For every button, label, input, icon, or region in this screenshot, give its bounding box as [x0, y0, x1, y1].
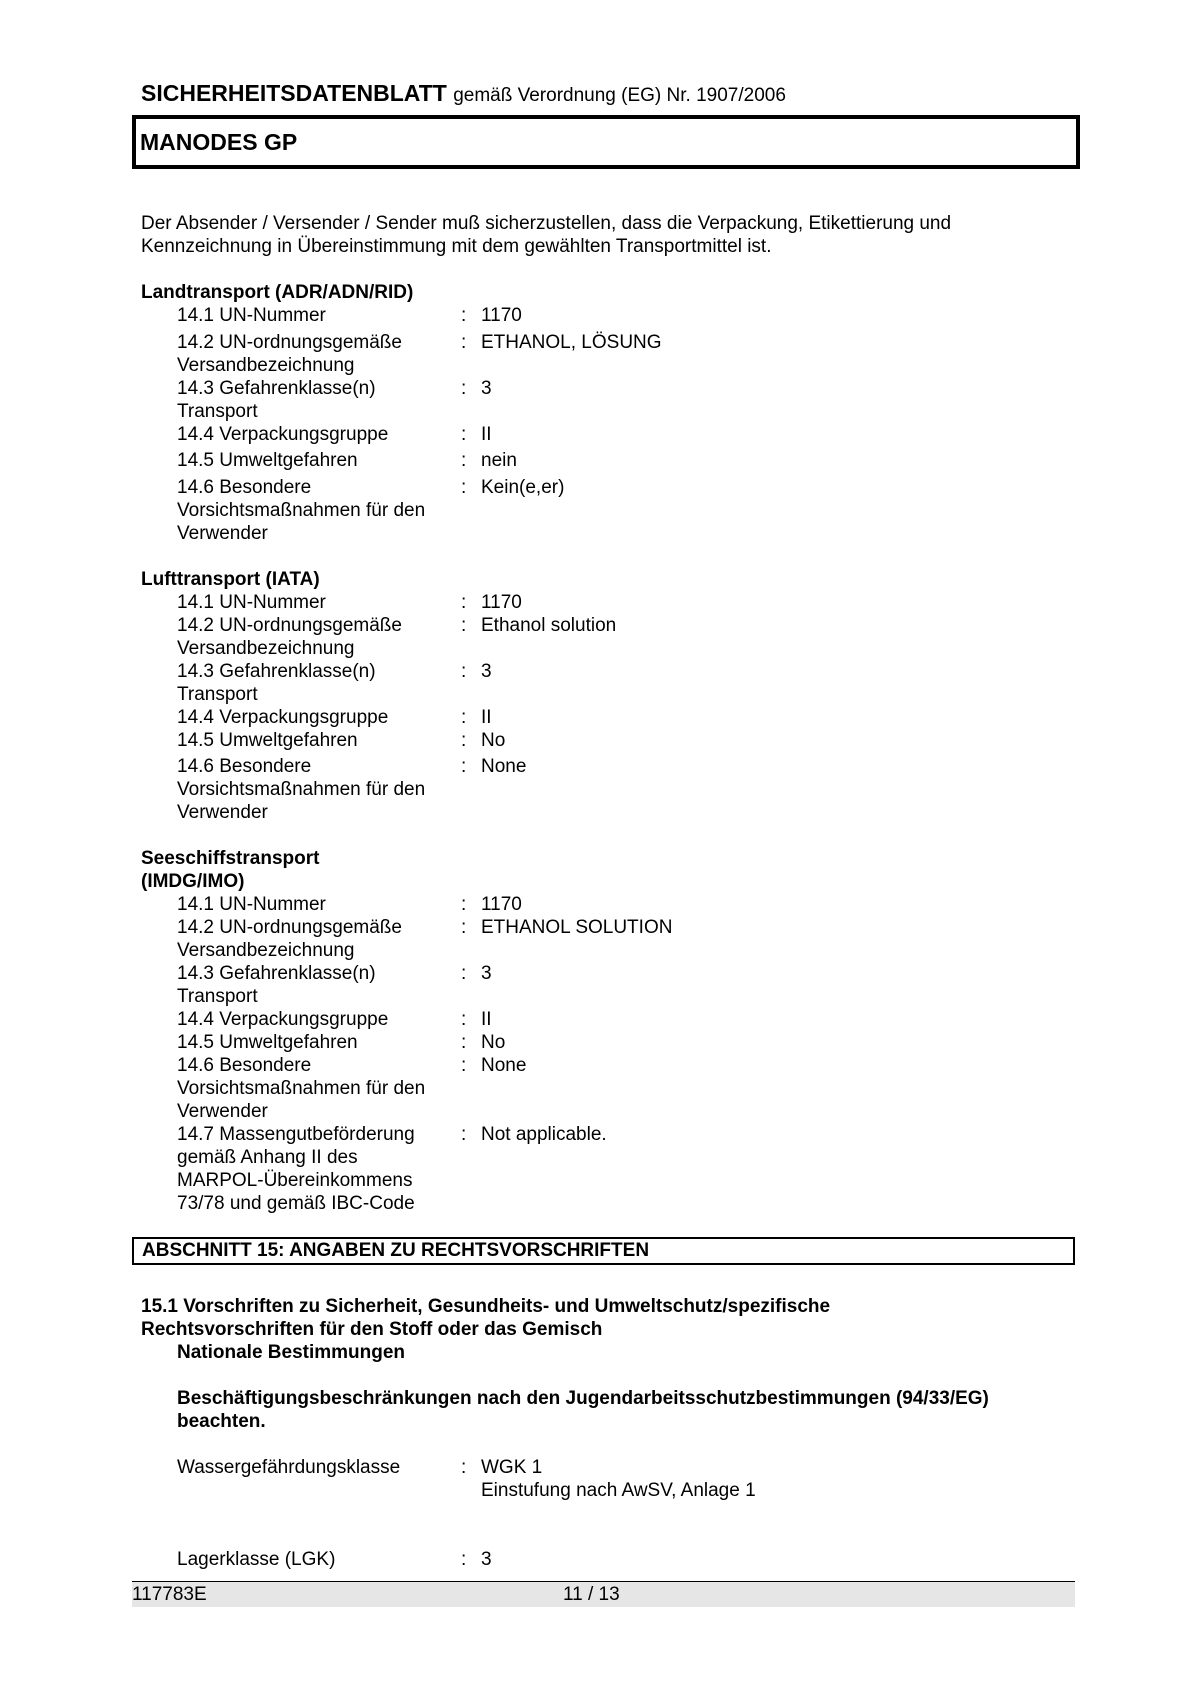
land-env-hazard-label: 14.5 Umweltgefahren — [177, 450, 358, 471]
sea-shipping-name-label: 14.2 UN-ordnungsgemäße — [177, 917, 402, 938]
page-footer — [132, 1582, 1075, 1607]
land-packing-group-label: 14.4 Verpackungsgruppe — [177, 424, 389, 445]
page-number: 11 / 13 — [563, 1584, 620, 1605]
document-code: 117783E — [132, 1584, 207, 1605]
separator-colon: : — [461, 730, 467, 751]
air-shipping-name-label: 14.2 UN-ordnungsgemäße — [177, 615, 402, 636]
separator-colon: : — [461, 592, 467, 613]
land-shipping-name-label: 14.2 UN-ordnungsgemäße — [177, 332, 402, 353]
land-un-number-value: 1170 — [481, 305, 522, 326]
air-precautions-label-cont: Verwender — [177, 802, 268, 823]
intro-line-2: Kennzeichnung in Übereinstimmung mit dem gewählten Transportmittel ist. — [141, 236, 772, 257]
separator-colon: : — [461, 378, 467, 399]
product-name: MANODES GP — [140, 129, 298, 155]
sea-packing-group-label: 14.4 Verpackungsgruppe — [177, 1009, 389, 1030]
air-un-number-label: 14.1 UN-Nummer — [177, 592, 326, 613]
sea-env-hazard-value: No — [481, 1032, 506, 1053]
separator-colon: : — [461, 1457, 467, 1478]
separator-colon: : — [461, 305, 467, 326]
sea-transport-heading-cont: (IMDG/IMO) — [141, 871, 245, 892]
sea-bulk-transport-label-cont: 73/78 und gemäß IBC-Code — [177, 1193, 415, 1214]
air-shipping-name-label-cont: Versandbezeichnung — [177, 638, 355, 659]
employment-restrictions-text: Beschäftigungsbeschränkungen nach den Jugendarbeitsschutzbestimmungen (94/33/EG) — [177, 1388, 989, 1409]
separator-colon: : — [461, 1032, 467, 1053]
sea-bulk-transport-label-cont: gemäß Anhang II des — [177, 1147, 358, 1168]
air-env-hazard-value: No — [481, 730, 506, 751]
separator-colon: : — [461, 1124, 467, 1145]
air-transport-heading: Lufttransport (IATA) — [141, 569, 320, 590]
section-15-1-heading: 15.1 Vorschriften zu Sicherheit, Gesundheits- und Umweltschutz/spezifische — [141, 1296, 831, 1317]
air-shipping-name-value: Ethanol solution — [481, 615, 617, 636]
separator-colon: : — [461, 615, 467, 636]
document-header — [141, 80, 786, 107]
sea-un-number-value: 1170 — [481, 894, 522, 915]
separator-colon: : — [461, 963, 467, 984]
separator-colon: : — [461, 917, 467, 938]
section-15-title: ABSCHNITT 15: ANGABEN ZU RECHTSVORSCHRIFTEN — [142, 1240, 650, 1261]
separator-colon: : — [461, 756, 467, 777]
water-hazard-class-label: Wassergefährdungsklasse — [177, 1457, 401, 1478]
air-un-number-value: 1170 — [481, 592, 522, 613]
storage-class-label: Lagerklasse (LGK) — [177, 1549, 336, 1570]
land-packing-group-value: II — [481, 424, 492, 445]
sea-bulk-transport-label-cont: MARPOL-Übereinkommens — [177, 1170, 413, 1191]
national-regulations-heading: Nationale Bestimmungen — [177, 1342, 406, 1363]
regulation-reference: gemäß Verordnung (EG) Nr. 1907/2006 — [453, 85, 786, 106]
land-env-hazard-value: nein — [481, 450, 517, 471]
sea-precautions-value: None — [481, 1055, 527, 1076]
land-hazard-class-label-cont: Transport — [177, 401, 258, 422]
water-hazard-class-note: Einstufung nach AwSV, Anlage 1 — [481, 1480, 756, 1501]
land-shipping-name-value: ETHANOL, LÖSUNG — [481, 332, 662, 353]
section-15-1-heading-cont: Rechtsvorschriften für den Stoff oder das Gemisch — [141, 1319, 603, 1340]
sea-shipping-name-value: ETHANOL SOLUTION — [481, 917, 673, 938]
separator-colon: : — [461, 1549, 467, 1570]
sea-precautions-label: 14.6 Besondere — [177, 1055, 312, 1076]
air-hazard-class-label: 14.3 Gefahrenklasse(n) — [177, 661, 376, 682]
sea-shipping-name-label-cont: Versandbezeichnung — [177, 940, 355, 961]
separator-colon: : — [461, 661, 467, 682]
land-precautions-label-cont: Vorsichtsmaßnahmen für den — [177, 500, 426, 521]
air-packing-group-value: II — [481, 707, 492, 728]
sea-bulk-transport-value: Not applicable. — [481, 1124, 607, 1145]
sea-hazard-class-value: 3 — [481, 963, 492, 984]
sea-hazard-class-label-cont: Transport — [177, 986, 258, 1007]
air-hazard-class-label-cont: Transport — [177, 684, 258, 705]
separator-colon: : — [461, 894, 467, 915]
land-un-number-label: 14.1 UN-Nummer — [177, 305, 326, 326]
section-15-header — [132, 1237, 1075, 1265]
separator-colon: : — [461, 1009, 467, 1030]
sea-bulk-transport-label: 14.7 Massengutbeförderung — [177, 1124, 415, 1145]
separator-colon: : — [461, 707, 467, 728]
sea-precautions-label-cont: Vorsichtsmaßnahmen für den — [177, 1078, 426, 1099]
land-precautions-label: 14.6 Besondere — [177, 477, 312, 498]
air-hazard-class-value: 3 — [481, 661, 492, 682]
sea-packing-group-value: II — [481, 1009, 492, 1030]
intro-line-1: Der Absender / Versender / Sender muß sicherzustellen, dass die Verpackung, Etikettierung und — [141, 213, 952, 234]
employment-restrictions-text-cont: beachten. — [177, 1411, 266, 1432]
sea-precautions-label-cont: Verwender — [177, 1101, 268, 1122]
document-title: SICHERHEITSDATENBLATT — [141, 80, 447, 106]
land-transport-heading: Landtransport (ADR/ADN/RID) — [141, 282, 414, 303]
storage-class-value: 3 — [481, 1549, 492, 1570]
air-precautions-label: 14.6 Besondere — [177, 756, 312, 777]
land-precautions-value: Kein(e,er) — [481, 477, 565, 498]
land-hazard-class-label: 14.3 Gefahrenklasse(n) — [177, 378, 376, 399]
separator-colon: : — [461, 477, 467, 498]
sea-env-hazard-label: 14.5 Umweltgefahren — [177, 1032, 358, 1053]
product-name-box — [132, 115, 1080, 169]
air-packing-group-label: 14.4 Verpackungsgruppe — [177, 707, 389, 728]
land-shipping-name-label-cont: Versandbezeichnung — [177, 355, 355, 376]
air-env-hazard-label: 14.5 Umweltgefahren — [177, 730, 358, 751]
sea-transport-heading: Seeschiffstransport — [141, 848, 320, 869]
sea-un-number-label: 14.1 UN-Nummer — [177, 894, 326, 915]
water-hazard-class-value: WGK 1 — [481, 1457, 543, 1478]
land-hazard-class-value: 3 — [481, 378, 492, 399]
land-precautions-label-cont: Verwender — [177, 523, 268, 544]
separator-colon: : — [461, 424, 467, 445]
air-precautions-label-cont: Vorsichtsmaßnahmen für den — [177, 779, 426, 800]
separator-colon: : — [461, 450, 467, 471]
sea-hazard-class-label: 14.3 Gefahrenklasse(n) — [177, 963, 376, 984]
air-precautions-value: None — [481, 756, 527, 777]
separator-colon: : — [461, 1055, 467, 1076]
separator-colon: : — [461, 332, 467, 353]
